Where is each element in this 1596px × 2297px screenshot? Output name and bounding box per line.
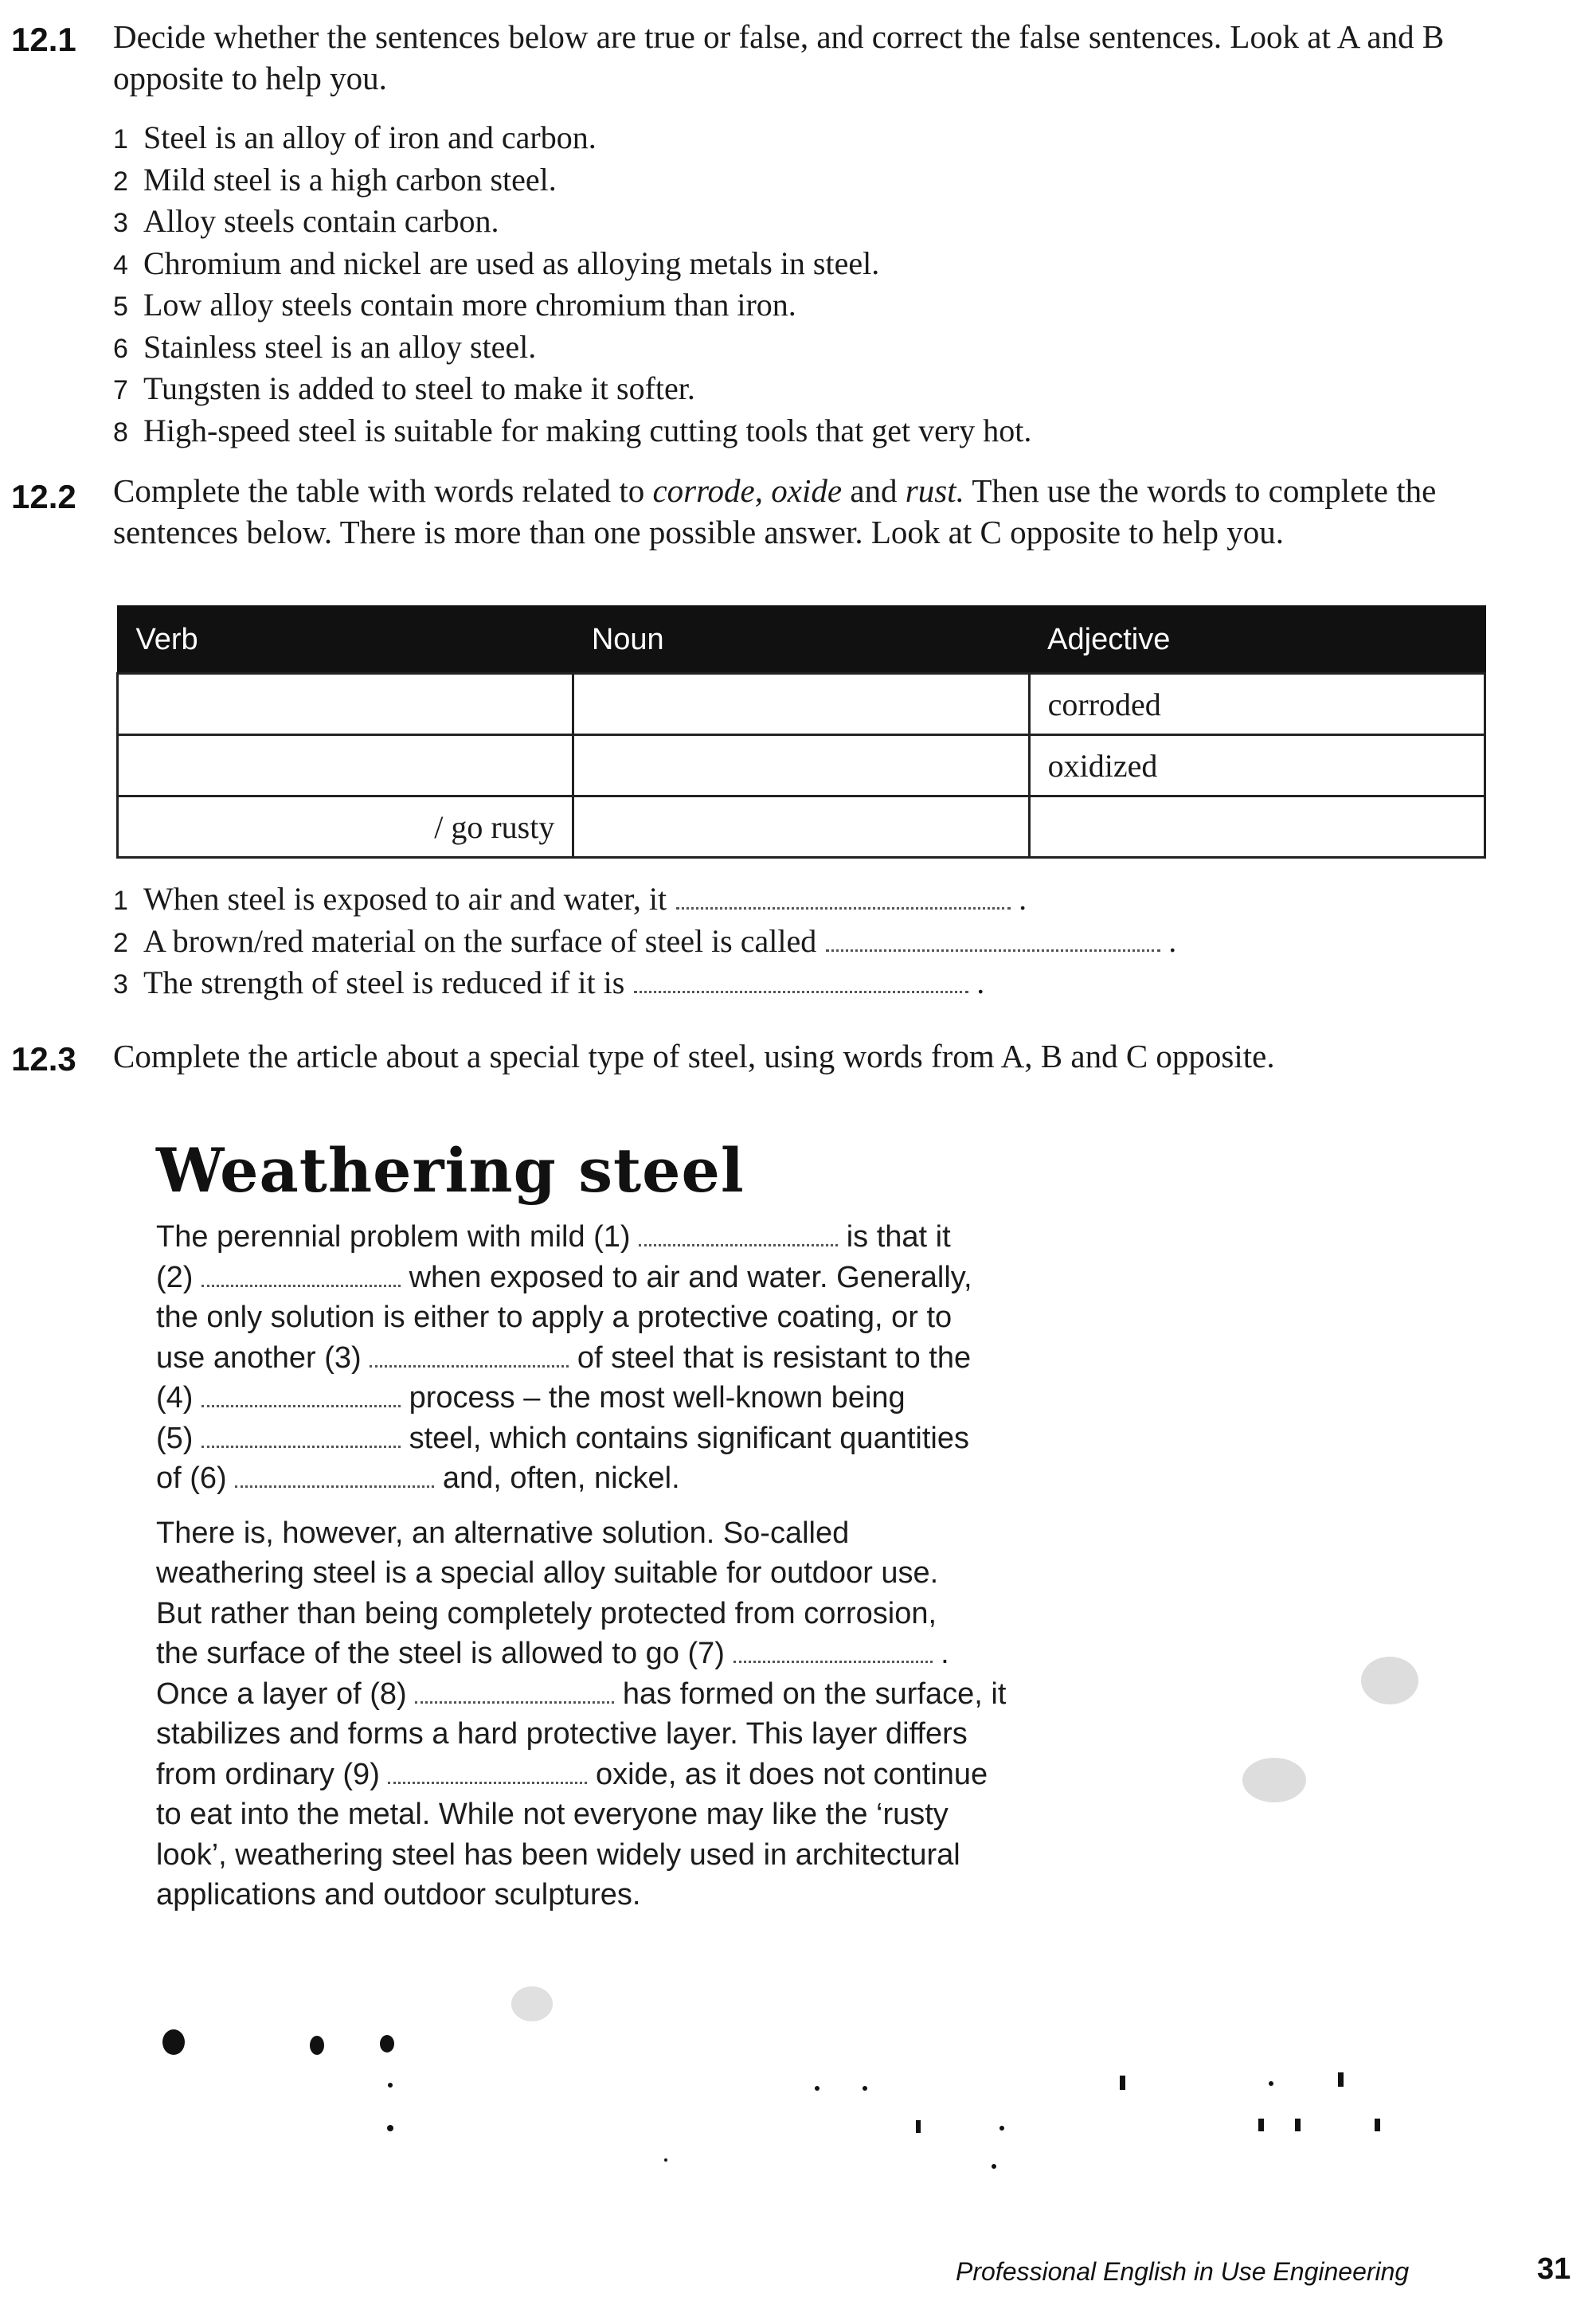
item-text: Mild steel is a high carbon steel.: [143, 161, 557, 198]
table-header-noun: Noun: [573, 606, 1029, 674]
exercise-number-12-1: 12.1: [11, 21, 76, 58]
table-cell-adjective: corroded: [1029, 674, 1485, 735]
item-number: 8: [113, 417, 128, 448]
item-text: Steel is an alloy of iron and carbon.: [143, 119, 597, 155]
page-number: 31: [1537, 2252, 1571, 2286]
item-number: 1: [113, 886, 128, 916]
exercise-number-12-2: 12.2: [11, 478, 76, 515]
table-header-verb: Verb: [118, 606, 573, 674]
item-number: 7: [113, 375, 128, 405]
item-end: .: [1011, 881, 1027, 917]
item-number: 6: [113, 333, 128, 364]
item-text: Alloy steels contain carbon.: [143, 203, 499, 239]
table-cell-verb[interactable]: / go rusty: [118, 796, 573, 858]
article-title: Weathering steel: [156, 1135, 745, 1206]
footer-book-title: Professional English in Use Engineering: [956, 2257, 1410, 2286]
item-number: 3: [113, 208, 128, 238]
exercise-12-2-instruction: Complete the table with words related to corrode, oxide and rust. Then use the words to complete the sentences below. There is more than one possible answer. Look at C opposite to help you.: [113, 472, 1437, 550]
item-number: 3: [113, 969, 128, 1000]
item-number: 2: [113, 927, 128, 958]
exercise-12-1-instruction: Decide whether the sentences below are true or false, and correct the false sentences. Look at A and B opposite to help you.: [113, 18, 1445, 96]
item-number: 4: [113, 249, 128, 280]
exercise-12-3-instruction: Complete the article about a special type of steel, using words from A, B and C opposite.: [113, 1038, 1275, 1074]
article-paragraph-2: There is, however, an alternative solution. So-called weathering steel is a special alloy suitable for outdoor use. But rather than being completely protected from corrosion, the surface of the steel is allowed to go (7) . Once a layer of (8) has formed on the surface, it stabilizes and forms a hard protective layer. This layer differs from ordinary (9) oxide, as it does not continue to eat into the metal. While not everyone may like the ‘rusty look’, weathering steel has been widely used in architectural applications and outdoor sculptures.: [156, 1516, 1007, 1912]
table-cell-adjective: oxidized: [1029, 735, 1485, 796]
item-text: A brown/red material on the surface of steel is called: [143, 922, 817, 959]
table-header-adjective: Adjective: [1029, 606, 1485, 674]
exercise-number-12-3: 12.3: [11, 1040, 76, 1078]
item-end: .: [1160, 922, 1177, 959]
item-number: 1: [113, 124, 128, 155]
item-text: The strength of steel is reduced if it is: [143, 965, 625, 1000]
item-text: Low alloy steels contain more chromium than iron.: [143, 287, 796, 323]
item-text: When steel is exposed to air and water, it: [143, 881, 667, 917]
item-text: Chromium and nickel are used as alloying metals in steel.: [143, 245, 880, 281]
item-text: High-speed steel is suitable for making cutting tools that get very hot.: [143, 412, 1032, 448]
item-number: 2: [113, 166, 128, 197]
article-paragraph-1: The perennial problem with mild (1) is that it (2) when exposed to air and water. Generally, the only solution is either to apply a protective coating, or to use another (3) of steel that is resistant to the (4) process – the most well-known being (5) steel, which contains significant quantities of (6) and, often, nickel.: [156, 1220, 972, 1495]
item-number: 5: [113, 292, 128, 322]
item-text: Stainless steel is an alloy steel.: [143, 328, 537, 365]
item-text: Tungsten is added to steel to make it softer.: [143, 370, 695, 406]
item-end: .: [968, 965, 985, 1000]
